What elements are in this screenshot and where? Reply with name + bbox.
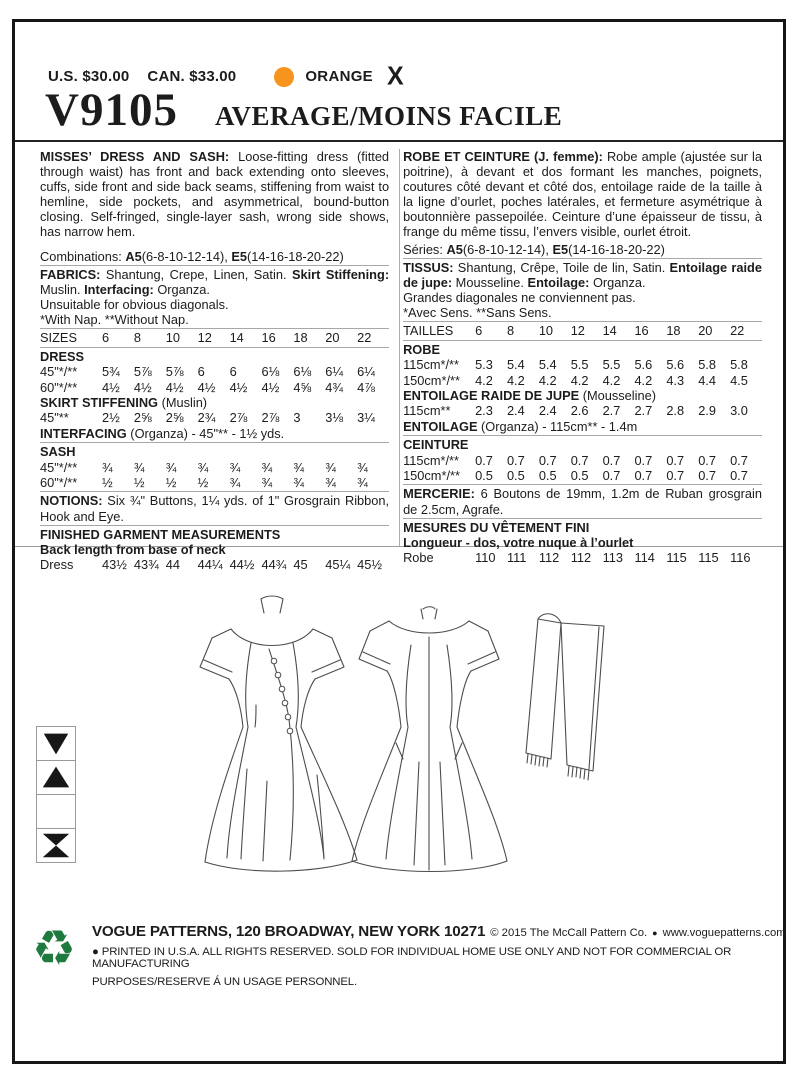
finished-measurements-title-en: FINISHED GARMENT MEASUREMENTS (40, 526, 281, 542)
table-cell: 4½ (133, 379, 152, 395)
table-cell: 12 (570, 323, 585, 339)
section-divider (403, 321, 762, 322)
table-row (403, 357, 762, 372)
diagonals-note-en: Unsuitable for obvious diagonals. (40, 297, 229, 313)
price-us: U.S. $30.00 (48, 68, 130, 85)
row-label: 115cm*/** (403, 452, 460, 468)
mercerie-line (403, 486, 762, 516)
table-cell: 44½ (229, 556, 255, 572)
header-divider (15, 140, 783, 142)
table-cell: 5.8 (698, 357, 716, 373)
table-cell: 2.7 (602, 403, 621, 419)
entoilage-bold: ENTOILAGE (403, 418, 478, 434)
table-cell: 2⅝ (133, 410, 152, 426)
envelope-border-frame (12, 19, 786, 1064)
table-cell: 44 (165, 556, 181, 572)
table-cell: 111 (506, 549, 527, 565)
row-values (475, 373, 762, 388)
combo-a5: A5 (125, 248, 142, 264)
fabrics-line-en (40, 267, 389, 297)
robe-section-label: ROBE (403, 341, 441, 357)
notions-text: Six ¾" Buttons, 1¼ yds. of 1" Grosgrain Ribbon, Hook and Eye. (40, 493, 390, 524)
entoilage-raide-label: Entoilage raide de jupe: (403, 259, 762, 291)
table-cell: 4⅝ (293, 379, 312, 395)
table-cell: 0.7 (475, 452, 493, 468)
table-cell: 4½ (229, 379, 248, 395)
entoilage-raide-header (403, 388, 762, 403)
table-cell: 20 (698, 323, 713, 339)
footer (32, 922, 786, 988)
table-cell: 5¾ (102, 364, 120, 380)
table-cell: 6 (197, 364, 205, 380)
table-cell: 0.5 (570, 468, 589, 483)
entoilage-label: Entoilage: (527, 275, 590, 291)
fabrics-label: FABRICS: (40, 266, 101, 282)
back-length-subtitle-en: Back length from base of neck (40, 541, 226, 557)
interfacing-label: Interfacing: (84, 282, 154, 298)
french-column (403, 149, 762, 572)
table-cell: ¾ (293, 475, 305, 490)
combo-e5: E5 (231, 248, 247, 264)
pattern-number: V9105 (45, 84, 178, 136)
rights-line-2: PURPOSES/RESERVE Á UN USAGE PERSONNEL. (92, 976, 358, 988)
table-cell: 3⅛ (325, 410, 344, 426)
table-cell: 0.7 (666, 468, 685, 483)
figure-type-symbols (36, 727, 76, 863)
combinations-label: Combinations: (40, 248, 126, 264)
table-cell: ¾ (229, 475, 241, 490)
table-cell: ¾ (133, 459, 145, 475)
color-letter: X (386, 61, 404, 91)
mercerie-label: MERCERIE: (403, 486, 475, 502)
table-cell: ¾ (261, 459, 273, 475)
section-divider (403, 258, 762, 259)
table-cell: 6 (475, 323, 483, 339)
description-body-fr: Robe ample (ajustée sur la poitrine), à devant et dos formant les manches, poignets, coutures côté devant et côté dos, entoilage raide de la taille à la ligne d’ourlet, poches latérales, et fermeture asymétrique à boutonnière passepoilée. Ceinture d’une épaisseur de tissu, à frange du même tissu, l’envers visible, ourlet étroit. (403, 149, 762, 240)
symbol-triangle-up (36, 760, 76, 795)
table-cell: 4½ (261, 379, 280, 395)
table-cell: 2⅞ (229, 410, 248, 426)
table-cell: 2.4 (506, 403, 525, 419)
table-cell: 4.2 (602, 372, 621, 388)
table-row (403, 453, 762, 468)
table-cell: 0.7 (602, 452, 621, 468)
table-cell: 4¾ (325, 379, 344, 395)
table-cell: ½ (102, 475, 113, 490)
table-cell: 2¾ (197, 410, 216, 426)
stiffening-note: (Mousseline) (579, 387, 656, 403)
table-cell: 10 (538, 323, 554, 339)
table-cell: 5.5 (602, 357, 621, 373)
combo-e5: E5 (552, 241, 569, 257)
table-cell: 2.6 (570, 403, 589, 419)
table-cell: ½ (197, 475, 209, 490)
table-cell: 2⅞ (261, 410, 280, 426)
table-cell: 2⅝ (165, 410, 184, 426)
table-cell: 4.4 (698, 372, 716, 388)
table-cell: 4.2 (634, 372, 653, 388)
table-cell: ½ (165, 475, 177, 490)
sizes-values (102, 330, 389, 345)
table-cell: ¾ (325, 475, 336, 490)
skirt-stiffening-label: Skirt Stiffening: (291, 266, 390, 282)
rights-line: ● PRINTED IN U.S.A. ALL RIGHTS RESERVED. SOLD FOR INDIVIDUAL HOME USE ONLY AND NOT FOR COMMERCIAL OR MANUFACTURING (92, 946, 732, 970)
dress-section-label: DRESS (40, 348, 85, 364)
row-values (102, 475, 389, 490)
section-divider (40, 491, 389, 492)
section-divider (403, 435, 762, 436)
combo-a5: A5 (446, 241, 463, 257)
table-cell: 12 (197, 330, 212, 346)
table-row (403, 373, 762, 388)
sizes-label: TAILLES (403, 323, 454, 339)
table-cell: 43½ (102, 556, 127, 572)
dress-front-illustration (200, 596, 357, 871)
table-cell: 22 (357, 330, 372, 346)
section-divider (40, 347, 389, 348)
dress-section-row (40, 349, 389, 364)
table-cell: 4.2 (475, 372, 493, 388)
footer-text (84, 923, 786, 988)
table-cell: 14 (229, 330, 244, 346)
table-cell: 2.4 (538, 403, 557, 419)
stiffening-bold: ENTOILAGE RAIDE DE JUPE (403, 387, 580, 403)
table-cell: 116 (730, 549, 751, 565)
row-label: Dress (40, 556, 74, 572)
combinations-line-en (40, 249, 389, 264)
color-name: ORANGE (305, 68, 373, 85)
table-row (40, 364, 389, 379)
row-label: 150cm*/** (403, 372, 460, 388)
section-divider (403, 518, 762, 519)
table-cell: 4⅞ (357, 379, 375, 395)
publisher-line (92, 923, 786, 940)
table-cell: 20 (325, 330, 340, 346)
fabrics-line-fr (403, 260, 762, 290)
table-cell: 0.7 (506, 452, 525, 468)
combo-a5-sizes: (6-8-10-12-14), (141, 248, 232, 264)
table-cell: 0.7 (570, 452, 589, 468)
table-cell: ¾ (229, 459, 241, 475)
section-divider (40, 525, 389, 526)
table-cell: 45½ (357, 556, 383, 572)
symbol-hourglass (36, 828, 76, 863)
section-divider (40, 328, 389, 329)
row-label: 150cm*/** (403, 468, 460, 483)
sizes-header-row (403, 323, 762, 338)
table-cell: 6⅛ (293, 364, 312, 380)
table-cell: 5.4 (506, 357, 525, 373)
row-values (475, 357, 762, 372)
table-cell: 0.5 (506, 468, 525, 483)
price-can: CAN. $33.00 (147, 68, 237, 85)
row-label: 115cm*/** (403, 357, 460, 373)
section-divider (40, 265, 389, 266)
table-cell: 0.7 (730, 468, 748, 483)
ceinture-section-row (403, 437, 762, 452)
table-cell: ¾ (102, 459, 113, 475)
description-title-en: MISSES’ DRESS AND SASH: (40, 149, 230, 164)
section-divider (403, 484, 762, 485)
table-cell: 8 (133, 330, 142, 346)
finished-measurements-title-fr: MESURES DU VÊTEMENT FINI (403, 519, 590, 535)
table-cell: 3.0 (730, 403, 748, 419)
sash-illustration (526, 614, 604, 780)
table-cell: 5.3 (475, 357, 493, 373)
table-cell: ¾ (165, 459, 177, 475)
symbol-empty (36, 794, 76, 829)
mercerie-text: 6 Boutons de 19mm, 1.2m de Ruban grosgrain de 2.5cm, Agrafe. (403, 486, 762, 517)
notions-label: NOTIONS: (40, 493, 103, 509)
row-values (475, 453, 762, 468)
recycle-icon: ♻ (32, 922, 76, 976)
table-cell: 112 (570, 549, 592, 565)
table-cell: 0.7 (602, 468, 621, 483)
tissus-label: TISSUS: (403, 259, 454, 275)
fabrics-list: Shantung, Crepe, Linen, Satin. (100, 266, 292, 282)
section-divider (403, 340, 762, 341)
table-cell: 5.4 (538, 357, 557, 373)
nap-note-en: *With Nap. **Without Nap. (40, 312, 189, 328)
table-cell: 18 (666, 323, 681, 339)
table-cell: 0.7 (730, 452, 748, 468)
table-cell: 4.2 (506, 372, 525, 388)
table-cell: 6¼ (357, 364, 375, 380)
english-column (40, 149, 389, 572)
table-cell: 5⅞ (133, 364, 152, 380)
table-cell: 6⅛ (261, 364, 280, 380)
table-cell: 43¾ (133, 556, 159, 572)
table-cell: 0.7 (538, 452, 557, 468)
row-label: 45"** (40, 410, 69, 426)
difficulty-label: AVERAGE/MOINS FACILE (214, 101, 563, 131)
row-values (475, 468, 762, 483)
dress-back-illustration (352, 607, 507, 872)
interfacing-note: (Organza) - 45"** - 1½ yds. (126, 425, 285, 441)
table-cell: 5.6 (666, 357, 685, 373)
table-cell: 2.8 (666, 403, 685, 419)
table-cell: ¾ (261, 475, 273, 490)
series-label: Séries: (403, 241, 447, 257)
description-fr (403, 149, 762, 240)
table-cell: 4.2 (570, 372, 589, 388)
table-cell: 16 (634, 323, 649, 339)
row-values (102, 410, 389, 425)
table-cell: 2½ (102, 410, 120, 426)
table-cell: 16 (261, 330, 276, 346)
combo-a5-sizes: (6-8-10-12-14), (462, 241, 553, 257)
table-cell: ¾ (357, 459, 368, 475)
sash-section-label: SASH (40, 444, 76, 460)
garment-line-art (15, 557, 785, 907)
table-cell: 2.7 (634, 403, 653, 419)
description-title-fr: ROBE ET CEINTURE (J. femme): (403, 149, 603, 164)
table-cell: 0.7 (698, 468, 716, 483)
stiffening-bold: SKIRT STIFFENING (40, 394, 159, 410)
table-row (40, 410, 389, 425)
row-values (102, 460, 389, 475)
table-cell: 14 (602, 323, 617, 339)
robe-section-row (403, 342, 762, 357)
table-cell: 45 (293, 556, 308, 572)
row-values (475, 403, 762, 418)
skirt-stiffening-value: Muslin. (40, 282, 85, 298)
row-label: 60"*/** (40, 379, 78, 395)
entoilage-raide-value: Mousseline. (452, 275, 528, 291)
table-cell: 114 (634, 549, 655, 565)
table-cell: 113 (602, 549, 623, 565)
description-en (40, 149, 389, 240)
stiffening-note: (Muslin) (158, 394, 208, 410)
table-cell: 2.3 (475, 403, 493, 419)
table-cell: 4.2 (538, 372, 557, 388)
table-cell: 112 (538, 549, 560, 565)
interfacing-row (40, 426, 389, 441)
website-url: www.voguepatterns.com (662, 927, 786, 939)
combo-e5-sizes: (14-16-18-20-22) (247, 248, 344, 264)
table-cell: 0.7 (666, 452, 685, 468)
table-cell: 110 (475, 549, 496, 565)
table-cell: 8 (506, 323, 515, 339)
row-values (102, 364, 389, 379)
skirt-stiffening-header (40, 395, 389, 410)
row-label: 60"*/** (40, 475, 78, 490)
table-cell: 4½ (102, 379, 120, 395)
bullet-separator: ● (652, 928, 658, 938)
table-cell: 3 (293, 410, 301, 426)
table-cell: 18 (293, 330, 308, 346)
table-cell: 6 (102, 330, 110, 346)
publisher-address: VOGUE PATTERNS, 120 BROADWAY, NEW YORK 10271 (92, 923, 486, 940)
sash-section-row (40, 444, 389, 459)
table-row (403, 403, 762, 418)
table-cell: 0.5 (538, 468, 557, 483)
combinations-line-fr (403, 242, 762, 257)
back-length-subtitle-fr: Longueur - dos, votre nuque à l’ourlet (403, 534, 634, 550)
entoilage-note: (Organza) - 115cm** - 1.4m (477, 418, 638, 434)
table-cell: 5⅞ (165, 364, 184, 380)
table-cell: 5.5 (570, 357, 589, 373)
sizes-header-row (40, 330, 389, 345)
table-cell: 0.7 (634, 468, 653, 483)
table-cell: ¾ (197, 459, 209, 475)
description-body-en: Loose-fitting dress (fitted through waist) has front and back extending onto sleeves, cuffs, side front and side back seams, stiffening from waist to hemline, side pockets, and asymmetrical, bound-button closing. Self-fringed, single-layer sash, wrong side shows, has narrow hem. (40, 149, 390, 240)
table-cell: 115 (698, 549, 719, 565)
table-cell: 115 (666, 549, 687, 565)
entoilage-row (403, 419, 762, 434)
ceinture-section-label: CEINTURE (403, 437, 469, 453)
section-divider (40, 442, 389, 443)
row-label: 45"*/** (40, 459, 78, 475)
row-label: Robe (403, 549, 434, 565)
table-cell: ¾ (325, 459, 336, 475)
row-label: 115cm** (403, 403, 451, 419)
tissus-list: Shantung, Crêpe, Toile de lin, Satin. (453, 259, 670, 275)
symbol-triangle-down (36, 726, 76, 761)
row-values (102, 380, 389, 395)
sizes-values (475, 323, 762, 338)
title-row (45, 83, 562, 137)
table-cell: 6 (229, 364, 237, 380)
table-cell: 5.6 (634, 357, 653, 373)
combo-e5-sizes: (14-16-18-20-22) (568, 241, 665, 257)
table-cell: 44¼ (197, 556, 223, 572)
table-cell: 4.3 (666, 372, 685, 388)
table-row (403, 468, 762, 483)
table-cell: 4½ (165, 379, 184, 395)
table-cell: 6¼ (325, 364, 344, 380)
table-cell: 0.5 (475, 468, 493, 483)
table-cell: 44¾ (261, 556, 287, 572)
table-row (40, 475, 389, 490)
table-cell: 5.8 (730, 357, 748, 373)
interfacing-bold: INTERFACING (40, 425, 127, 441)
table-cell: 45¼ (325, 556, 351, 572)
diagonals-note-fr: Grandes diagonales ne conviennent pas. (403, 290, 636, 306)
table-cell: ¾ (357, 475, 368, 490)
table-cell: 4½ (197, 379, 216, 395)
table-cell: 22 (730, 323, 745, 339)
interfacing-value: Organza. (153, 282, 210, 298)
table-cell: ¾ (293, 459, 305, 475)
table-cell: 10 (165, 330, 181, 346)
table-cell: 0.7 (634, 452, 653, 468)
bilingual-columns (40, 149, 762, 572)
entoilage-value: Organza. (589, 275, 646, 291)
sizes-label: SIZES (40, 330, 77, 346)
row-label: 45"*/** (40, 364, 78, 380)
table-cell: 0.7 (698, 452, 716, 468)
nap-note-fr: *Avec Sens. **Sans Sens. (403, 305, 552, 321)
table-cell: 2.9 (698, 403, 716, 419)
table-cell: 4.5 (730, 372, 748, 388)
table-cell: 3¼ (357, 410, 375, 426)
copyright-text: © 2015 The McCall Pattern Co. (490, 927, 648, 939)
table-cell: ½ (133, 475, 145, 490)
notions-line-en (40, 493, 389, 523)
table-row (40, 380, 389, 395)
table-row (40, 460, 389, 475)
